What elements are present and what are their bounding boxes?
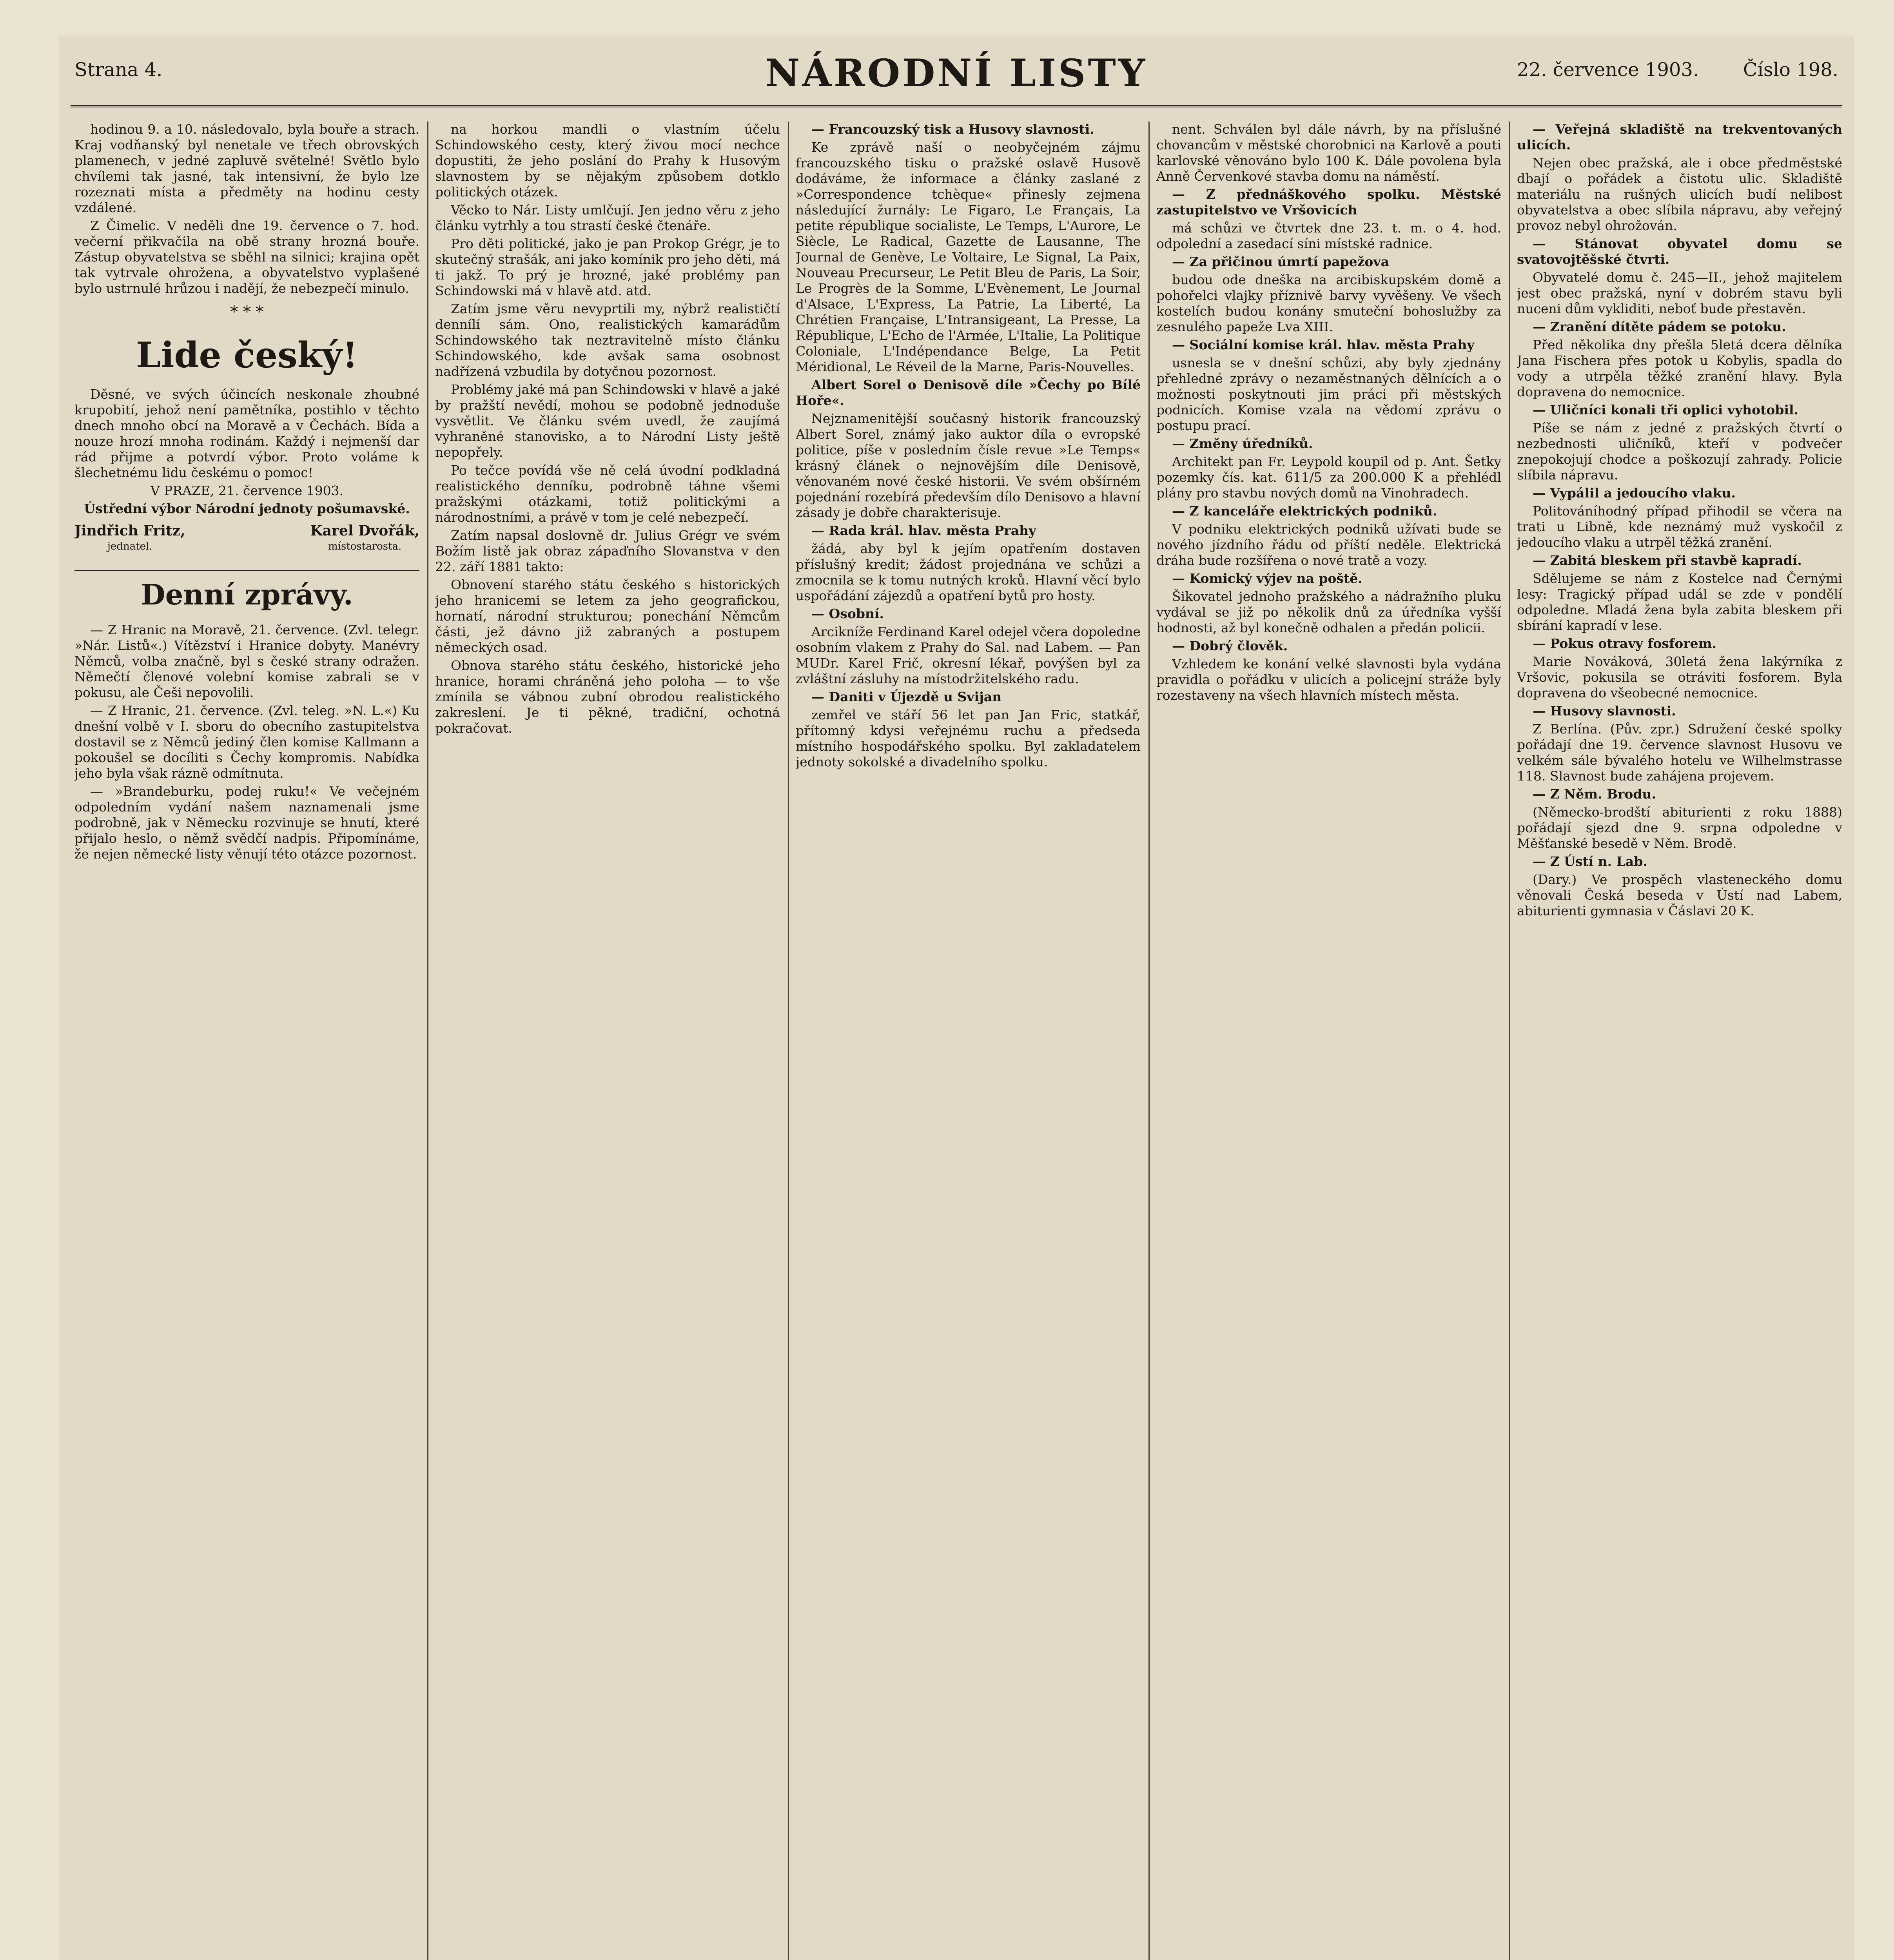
section-title-daily-news: Denní zprávy. — [74, 570, 419, 610]
column-4 — [1156, 122, 1501, 1960]
column-separator — [788, 122, 789, 1960]
column-2 — [435, 122, 780, 1960]
news-headline: — Dobrý člověk. — [1172, 638, 1288, 653]
issue-number: Číslo 198. — [1743, 59, 1838, 81]
news-text: Před několika dny přešla 5letá dcera dělníka Jana Fischera přes potok u Kobylis, spadla do vody a utrpěla těžké zranění hlavy. Byla dopravena do nemocnice. — [1517, 337, 1842, 399]
news-headline: — Osobní. — [811, 606, 884, 621]
news-text: nent. Schválen byl dále návrh, by na příslušné chovancům v městské chorobnici na Karlově a pouti karlovské věnováno bylo 100 K. Dále povolena byla Anně Červenkové stavba domu na náměstí. — [1156, 122, 1501, 184]
news-headline: Albert Sorel o Denisově díle »Čechy po Bílé Hoře«. — [796, 377, 1141, 408]
news-text: Marie Nováková, 30letá žena lakýrníka z Vršovic, pokusila se otráviti fosforem. Byla dopravena do všeobecné nemocnice. — [1517, 654, 1842, 701]
article-text: Z Čimelic. V neděli dne 19. července o 7. hod. večerní přikvačila na obě strany hrozná bouře. Zástup obyvatelstva se sběhl na silnici; krajina opět tak vytrvale ohrožena, a obyvatelstvo vyplašené bylo ustrnulé hrůzou i nadějí, že nebezpečí minulo. — [74, 218, 419, 296]
news-headline: — Z přednáškového spolku. Městské zastupitelstvo ve Vršovicích — [1156, 187, 1501, 218]
news-text: budou ode dneška na arcibiskupském domě a pohořelci vlajky příznivě barvy vyvěšeny. Ve všech kostelích budou konány smuteční bohoslužby za zesnulého papeže Lva XIII. — [1156, 272, 1501, 334]
article-text: hodinou 9. a 10. následovalo, byla bouře a strach. Kraj vodňanský byl nenetale ve třech obrovských plamenech, v jedné zapluvě světelné! Světlo bylo chvílemi tak jasné, tak intensivní, že bylo lze rozeznati místa a předměty na hodinu cesty vzdálené. — [74, 122, 419, 215]
signature-role: jednatel. — [107, 541, 152, 552]
news-text: má schůzi ve čtvrtek dne 23. t. m. o 4. hod. odpolední a zasedací síni místské radnice. — [1156, 220, 1501, 251]
page-header — [59, 35, 1854, 106]
signature-name: Karel Dvořák, — [310, 523, 419, 539]
news-text: Obyvatelé domu č. 245—II., jehož majitelem jest obec pražská, nyní v dobrém stavu byli nuceni dům vykliditi, neboť bude přestavěn. — [1517, 270, 1842, 316]
article-quote: Věcko to Nár. Listy umlčují. Jen jedno věru z jeho článku vytrhly a tou strastí české čtenáře. — [435, 202, 780, 233]
news-headline: — Zranění dítěte pádem se potoku. — [1533, 319, 1786, 334]
article-text: Po tečce povídá vše ně celá úvodní podkladná realistického denníku, podrobně táhne všemi pražskými otázkami, totiž politickými a národnostními, a právě v tom je celé nebezpečí. — [435, 463, 780, 525]
article-text: Obnova starého státu českého, historické jeho hranice, horami chráněná jeho poloha — to vše zmínila se vábnou zubní obrodou realistického zakreslení. Je ti pěkné, tradiční, ochotná pokračovat. — [435, 658, 780, 736]
news-headline: — Komický výjev na poště. — [1172, 571, 1362, 586]
news-headline: — Z kanceláře elektrických podniků. — [1172, 503, 1437, 519]
appeal-signatures — [74, 523, 419, 554]
news-headline: — Zabitá bleskem při stavbě kapradí. — [1533, 553, 1802, 568]
appeal-committee: Ústřední výbor Národní jednoty pošumavské. — [84, 501, 410, 516]
news-item: — Z Hranic na Moravě, 21. července. (Zvl. telegr. »Nár. Listů«.) Vítězství i Hranice dobyty. Manévry Němců, volba značně, byl s české strany odražen. Němečtí členové volební komise zabrali se v pokusu, ale Češi nepovolili. — [74, 622, 419, 700]
news-text: Vzhledem ke konání velké slavnosti byla vydána pravidla o pořádku v ulicích a policejní stráže byly rozestaveny na všech hlavních místech města. — [1156, 656, 1501, 703]
news-text: Ke zprávě naší o neobyčejném zájmu francouzského tisku o pražské oslavě Husově dodáváme, že informace a články zaslané z »Correspondence tchèque« přinesly zejmena následující žurnály: Le Figaro, Le Français, La petite république socialiste, Le Temps, L'Aurore, Le Siècle, Le Radical, Gazette de Lausanne, The Journal de Genève, Le Voltaire, Le Signal, La Paix, Nouveau Precurseur, Le Petit Bleu de Paris, La Soir, Le Progrès de la Somme, L'Evènement, Le Journal d'Alsace, L'Express, La Patrie, La Liberté, La Chrétien Française, L'Intransigeant, La Presse, La République, L'Echo de l'Armée, L'Italie, La Politique Coloniale, L'Indépendance Belge, La Petit Méridional, Le Réveil de la Marne, Paris-Nouvelles. — [796, 140, 1141, 374]
column-5 — [1517, 122, 1842, 1960]
news-headline: — Z Ústí n. Lab. — [1533, 854, 1647, 869]
news-text: Šikovatel jednoho pražského a nádražního pluku vydával se již po několik dnů za úředníka vyšší hodnosti, až byl konečně odhalen a předán policii. — [1156, 589, 1501, 635]
appeal-text: Děsné, ve svých účincích neskonale zhoubné krupobití, jehož není pamětníka, postihlo v těchto dnech mnoho obcí na Moravě a v Čechách. Bída a nouze hrozí mnoha rodinám. Každý i nejmenší dar rád přijme a potvrdí výbor. Proto voláme k šlechetnému lidu českému o pomoc! — [74, 387, 419, 480]
news-text: Píše se nám z jedné z pražských čtvrtí o nezbednosti uličníků, kteří v podvečer znepokojují chodce a poškozují zahrady. Policie slíbila nápravu. — [1517, 420, 1842, 483]
news-text: Architekt pan Fr. Leypold koupil od p. Ant. Šetky pozemky čís. kat. 611/5 za 200.000 K a přehlédl plány pro stavbu nových domů na Vinohradech. — [1156, 454, 1501, 501]
news-headline: — Sociální komise král. hlav. města Prahy — [1172, 337, 1475, 352]
column-separator — [1148, 122, 1150, 1960]
news-item: — Z Hranic, 21. července. (Zvl. teleg. »N. L.«) Ku dnešní volbě v I. sboru do obecního zastupitelstva dostavil se z Němců jediný člen komise Kallmann a pokoušel se docíliti s Čechy kompromis. Nabídka jeho byla však rázně odmítnuta. — [74, 703, 419, 781]
newspaper-page — [59, 35, 1854, 1960]
news-headline: — Z Něm. Brodu. — [1533, 786, 1656, 802]
news-headline: — Vypálil a jedoucího vlaku. — [1533, 485, 1736, 501]
news-headline: — Změny úředníků. — [1172, 436, 1313, 451]
article-text: Pro děti politické, jako je pan Prokop Grégr, je to skutečný strašák, ani jako komínik pro jeho děti, má ti jakž. To prý je hrozné, jaké problémy pan Schindowski má v hlavě atd. atd. — [435, 236, 780, 298]
column-1 — [74, 122, 419, 1960]
news-text: (Německo-brodští abiturienti z roku 1888) pořádají sjezd dne 9. srpna odpoledne v Měšťanské besedě v Něm. Brodě. — [1517, 804, 1842, 851]
news-headline: — Husovy slavnosti. — [1533, 703, 1676, 719]
appeal-title: Lide český! — [136, 334, 358, 376]
column-3 — [796, 122, 1141, 1960]
news-headline: — Pokus otravy fosforem. — [1533, 636, 1716, 651]
masthead-title: NÁRODNÍ LISTY — [765, 51, 1148, 95]
article-text: Zatím napsal doslovně dr. Julius Grégr ve svém Božím listě jak obraz zápaďního Slovanstva v den 22. září 1881 takto: — [435, 528, 780, 574]
article-text: Zatím jsme věru nevyprtili my, nýbrž realističtí dennílí sám. Ono, realistických kamarádům Schindowského tak neztravitelně místo článku Schindowského, kde avšak sama osobnost nadřízená vzbudila by dotyčnou pozornost. — [435, 301, 780, 379]
news-text: žádá, aby byl k jejím opatřením dostaven příslušný kredit; žádost projednána ve schůzi a zmocnila se k tomu nutných kroků. Hlavní věcí bylo uspořádání zájezdů a opatření bytů pro hosty. — [796, 541, 1141, 603]
divider-stars: * * * — [230, 303, 264, 321]
signature-role: místostarosta. — [328, 541, 402, 552]
news-text: Nejznamenitější současný historik francouzský Albert Sorel, známý jako auktor díla o evropské politice, píše v posledním čísle revue »Le Temps« krásný článek o nejnovějším díle Denisově, věnovaném nové české historii. Ve svém obšírném pojednání rozebírá především dílo Denisovo a hlavní zásady je dobře charakterisuje. — [796, 411, 1141, 520]
news-text: zemřel ve stáří 56 let pan Jan Fric, statkář, přítomný kdysi veřejnému ruchu a předseda místního hospodářského spolku. Byl zakladatelem jednoty sokolské a divadelního spolku. — [796, 707, 1141, 769]
column-separator — [427, 122, 428, 1960]
header-rule — [71, 105, 1842, 107]
article-quote: Obnovení starého státu českého s historických jeho hranicemi se letem za jeho geografickou, hornatí, národní strukturou; ponechání Němcům části, jež dávno již zabraných a postupem německých osad. — [435, 577, 780, 655]
news-headline: — Rada král. hlav. města Prahy — [811, 523, 1036, 538]
news-text: Arcikníže Ferdinand Karel odejel včera dopoledne osobním vlakem z Prahy do Sal. nad Labem. — Pan MUDr. Karel Frič, okresní lékař, povýšen byl za zvláštní zásluhy na místodržitelského radu. — [796, 624, 1141, 686]
column-separator — [1509, 122, 1510, 1960]
news-headline: — Francouzský tisk a Husovy slavnosti. — [811, 122, 1094, 137]
news-headline: — Za přičinou úmrtí papežova — [1172, 254, 1389, 269]
signature-name: Jindřich Fritz, — [74, 523, 185, 539]
news-headline: — Veřejná skladiště na trekventovaných ulicích. — [1517, 122, 1842, 152]
news-text: (Dary.) Ve prospěch vlasteneckého domu věnovali Česká beseda v Ústí nad Labem, abiturienti gymnasia v Čáslavi 20 K. — [1517, 872, 1842, 918]
news-text: Nejen obec pražská, ale i obce předměstské dbají o pořádek a čistotu ulic. Skladiště materiálu na rušných ulicích budí nelibost obyvatelstva a obec slíbila nápravu, aby veřejný provoz nebyl ohrožován. — [1517, 155, 1842, 233]
appeal-place-date: V PRAZE, 21. července 1903. — [150, 483, 344, 498]
news-item: — »Brandeburku, podej ruku!« Ve večejném odpoledním vydání našem naznamenali jsme podrobně, jak v Německu rozvinuje se hnutí, které přijalo heslo, o němž svědčí nadpis. Připomínáme, že nejen německé listy věnují této otázce pozornost. — [74, 784, 419, 862]
page-label: Strana 4. — [74, 59, 163, 81]
article-text: na horkou mandli o vlastním účelu Schindowského cesty, který živou mocí nechce dopustiti, že jeho poslání do Prahy k Husovým slavnostem by se nějakým způsobem dotklo politických otázek. — [435, 122, 780, 200]
article-text: Problémy jaké má pan Schindowski v hlavě a jaké by pražští nevědí, mohou se podobně jednoduše vysvětlit. Ve článku svém uvedl, že zaujímá vyhraněné stanovisko, a to Národní Listy ještě nepopřely. — [435, 382, 780, 460]
news-headline: — Uličníci konali tři oplici vyhotobil. — [1533, 402, 1799, 417]
news-text: Sdělujeme se nám z Kostelce nad Černými lesy: Tragický případ udál se zde v pondělí odpoledne. Mladá žena byla zabita bleskem při sbírání kapradí v lese. — [1517, 571, 1842, 633]
news-text: Politováníhodný případ přihodil se včera na trati u Libně, kde neznámý muž vyskočil z jedoucího vlaku a utrpěl těžká zranění. — [1517, 503, 1842, 550]
signature-2 — [310, 523, 419, 554]
news-text: V podniku elektrických podniků užívati bude se nového jízdního řádu od příští neděle. Elektrická dráha bude rozšířena o nové tratě a vozy. — [1156, 521, 1501, 568]
issue-date: 22. července 1903. — [1517, 59, 1699, 81]
news-headline: — Stánovat obyvatel domu se svatovojtěšské čtvrti. — [1517, 236, 1842, 267]
signature-1 — [74, 523, 185, 554]
news-text: Z Berlína. (Pův. zpr.) Sdružení české spolky pořádají dne 19. července slavnost Husovu ve velkém sále bývalého hotelu ve Wilhelmstrasse 118. Slavnost bude zahájena projevem. — [1517, 721, 1842, 784]
news-text: usnesla se v dnešní schůzi, aby byly zjednány přehledné zprávy o nezaměstnaných dělnících a o možnosti poskytnouti jim práci při městských podnicích. Komise vzala na vědomí zprávu o postupu prací. — [1156, 355, 1501, 433]
news-headline: — Daniti v Újezdě u Svijan — [811, 689, 1002, 704]
